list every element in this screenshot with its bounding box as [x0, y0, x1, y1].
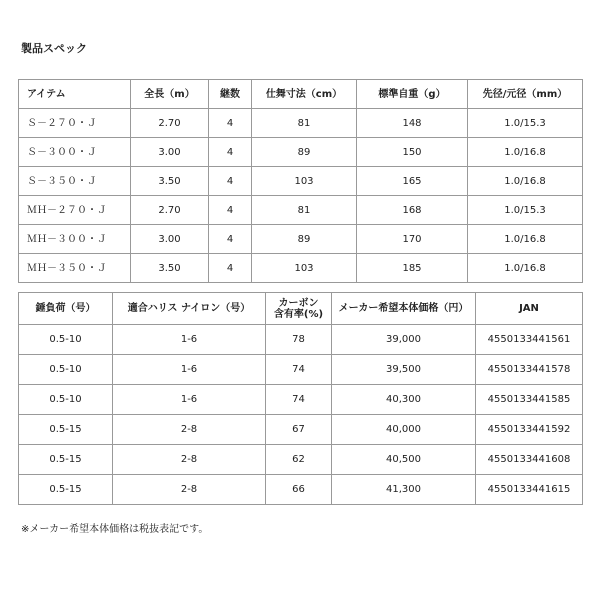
table-cell: 4550133441578 — [476, 355, 583, 385]
table-cell: 4550133441608 — [476, 445, 583, 475]
table-cell: 185 — [357, 254, 468, 283]
table-cell: 1-6 — [113, 385, 266, 415]
table-cell: 39,500 — [332, 355, 476, 385]
table-cell: 1.0/16.8 — [468, 225, 583, 254]
table-row — [19, 225, 583, 254]
table-cell: 3.50 — [131, 167, 209, 196]
table-cell: 2-8 — [113, 415, 266, 445]
table-cell: 39,000 — [332, 325, 476, 355]
header-sinker-load: 錘負荷（号） — [19, 293, 113, 325]
table-cell: 41,300 — [332, 475, 476, 505]
table-cell: 62 — [266, 445, 332, 475]
header-harisu: 適合ハリス ナイロン（号） — [113, 293, 266, 325]
table-cell: 4550133441585 — [476, 385, 583, 415]
table-row — [19, 385, 583, 415]
table-cell: Ｓ－３５０・Ｊ — [19, 167, 131, 196]
table-cell: 0.5-15 — [19, 475, 113, 505]
table-cell: 0.5-10 — [19, 325, 113, 355]
header-diameter: 先径/元径（mm） — [468, 80, 583, 109]
table-cell: 148 — [357, 109, 468, 138]
header-carbon-line1: カーボン — [278, 297, 319, 309]
table-cell: 89 — [252, 138, 357, 167]
table-cell: 165 — [357, 167, 468, 196]
table-cell: 66 — [266, 475, 332, 505]
table-cell: 74 — [266, 355, 332, 385]
price-table — [18, 292, 583, 505]
table-cell: ＭＨ－３５０・Ｊ — [19, 254, 131, 283]
table-cell: 4 — [209, 196, 252, 225]
price-table-header — [19, 293, 583, 325]
table-cell: 0.5-15 — [19, 415, 113, 445]
header-closed-length: 仕舞寸法（cm） — [252, 80, 357, 109]
table-cell: 103 — [252, 167, 357, 196]
table-cell: 40,300 — [332, 385, 476, 415]
header-weight: 標準自重（g） — [357, 80, 468, 109]
table-cell: Ｓ－３００・Ｊ — [19, 138, 131, 167]
table-cell: 4 — [209, 167, 252, 196]
table-cell: 2-8 — [113, 445, 266, 475]
table-row — [19, 254, 583, 283]
table-cell: 170 — [357, 225, 468, 254]
header-sections: 継数 — [209, 80, 252, 109]
table-cell: 74 — [266, 385, 332, 415]
tax-note: ※メーカー希望本体価格は税抜表記です。 — [21, 524, 209, 535]
table-cell: 4 — [209, 109, 252, 138]
table-cell: 78 — [266, 325, 332, 355]
table-cell: 4 — [209, 225, 252, 254]
table-cell: 1.0/16.8 — [468, 254, 583, 283]
table-cell: 1.0/16.8 — [468, 167, 583, 196]
table-cell: 0.5-10 — [19, 385, 113, 415]
table-cell: 2.70 — [131, 109, 209, 138]
table-cell: 67 — [266, 415, 332, 445]
table-cell: 0.5-15 — [19, 445, 113, 475]
table-row — [19, 475, 583, 505]
header-length: 全長（m） — [131, 80, 209, 109]
table-row — [19, 109, 583, 138]
table-cell: 3.50 — [131, 254, 209, 283]
table-cell: 0.5-10 — [19, 355, 113, 385]
table-row — [19, 355, 583, 385]
table-row — [19, 196, 583, 225]
table-row — [19, 167, 583, 196]
table-cell: 81 — [252, 196, 357, 225]
table-cell: 1-6 — [113, 325, 266, 355]
table-cell: 3.00 — [131, 138, 209, 167]
table-cell: 2-8 — [113, 475, 266, 505]
header-price: メーカー希望本体価格（円） — [332, 293, 476, 325]
table-cell: 40,000 — [332, 415, 476, 445]
table-row — [19, 445, 583, 475]
header-jan: JAN — [476, 293, 583, 325]
table-row — [19, 325, 583, 355]
table-cell: ＭＨ－３００・Ｊ — [19, 225, 131, 254]
table-cell: 103 — [252, 254, 357, 283]
spec-table — [18, 79, 583, 283]
table-cell: Ｓ－２７０・Ｊ — [19, 109, 131, 138]
header-carbon — [266, 293, 332, 325]
table-cell: 4550133441592 — [476, 415, 583, 445]
header-carbon-line2: 含有率(%) — [273, 308, 324, 320]
table-cell: 3.00 — [131, 225, 209, 254]
table-cell: 1-6 — [113, 355, 266, 385]
table-cell: 150 — [357, 138, 468, 167]
header-item: アイテム — [19, 80, 131, 109]
table-cell: 1.0/16.8 — [468, 138, 583, 167]
table-row — [19, 138, 583, 167]
table-cell: 4550133441615 — [476, 475, 583, 505]
table-cell: 1.0/15.3 — [468, 196, 583, 225]
spec-table-header — [19, 80, 583, 109]
table-cell: 1.0/15.3 — [468, 109, 583, 138]
table-cell: 81 — [252, 109, 357, 138]
table-cell: ＭＨ－２７０・Ｊ — [19, 196, 131, 225]
table-row — [19, 415, 583, 445]
table-cell: 4550133441561 — [476, 325, 583, 355]
table-cell: 4 — [209, 138, 252, 167]
table-cell: 40,500 — [332, 445, 476, 475]
table-cell: 2.70 — [131, 196, 209, 225]
page-title: 製品スペック — [21, 42, 87, 55]
table-cell: 4 — [209, 254, 252, 283]
table-cell: 168 — [357, 196, 468, 225]
table-cell: 89 — [252, 225, 357, 254]
